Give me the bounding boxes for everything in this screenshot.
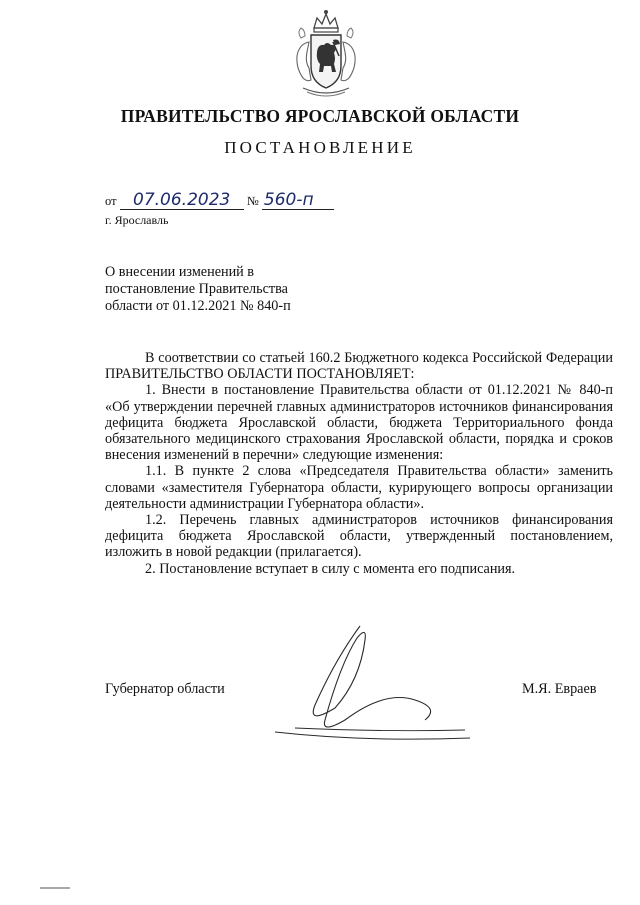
signatory-position: Губернатор области bbox=[105, 681, 225, 697]
signatory-name: М.Я. Евраев bbox=[522, 681, 597, 697]
item-1: 1. Внести в постановление Правительства области от 01.12.2021 № 840-п «Об утверждении перечней главных администраторов источников финансирования дефицита бюджета Ярославской области, бюджета Территориального фонда обязательного медицинского страхования Ярославской области, порядка и сроков внесения изменений в перечни» следующие изменения: bbox=[105, 382, 613, 464]
item-2: 2. Постановление вступает в силу с момента его подписания. bbox=[145, 560, 516, 577]
date-prefix: от bbox=[105, 194, 117, 208]
document-subject: О внесении изменений в постановление Правительства области от 01.12.2021 № 840-п bbox=[105, 264, 291, 314]
item-1-2: 1.2. Перечень главных администраторов источников финансирования дефицита бюджета Ярославской области, утвержденный постановлением, изложить в новой редакции (прилагается). bbox=[105, 512, 613, 561]
city: г. Ярославль bbox=[105, 213, 169, 227]
legal-basis: В соответствии со статьей 160.2 Бюджетного кодекса Российской Федерации bbox=[145, 350, 613, 366]
coat-of-arms-icon bbox=[287, 8, 365, 100]
scan-mark bbox=[40, 887, 70, 889]
date-value: 07.06.2023 bbox=[120, 192, 244, 210]
resolves-heading: ПРАВИТЕЛЬСТВО ОБЛАСТИ ПОСТАНОВЛЯЕТ: bbox=[105, 366, 415, 383]
document-body bbox=[105, 350, 613, 577]
number-value: 560-п bbox=[262, 192, 334, 210]
signature-icon bbox=[265, 620, 475, 750]
document-type: ПОСТАНОВЛЕНИЕ bbox=[224, 138, 416, 157]
date-number-line bbox=[105, 192, 334, 210]
organization-title: ПРАВИТЕЛЬСТВО ЯРОСЛАВСКОЙ ОБЛАСТИ bbox=[120, 106, 520, 126]
number-prefix: № bbox=[246, 194, 259, 208]
item-1-1: 1.1. В пункте 2 слова «Председателя Правительства области» заменить словами «заместителя Губернатора области, курирующего вопросы организации деятельности администрации Губернатора области». bbox=[105, 463, 613, 512]
